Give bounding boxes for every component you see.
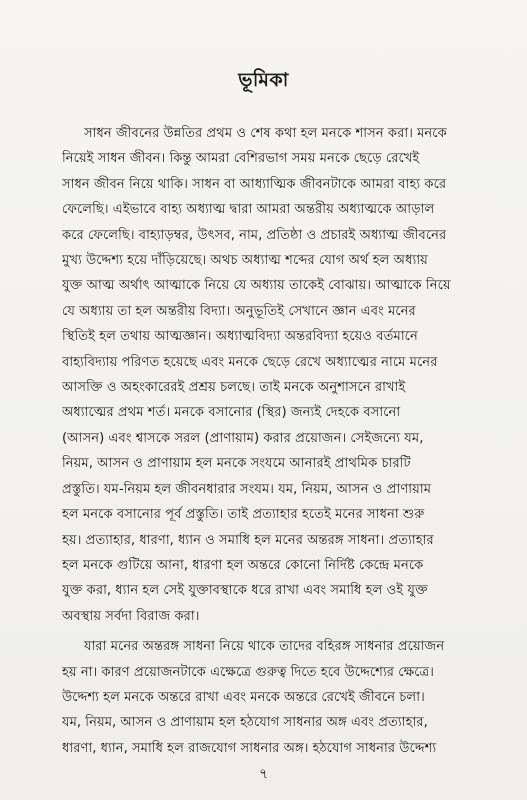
- page-title: ভূমিকা: [238, 69, 289, 91]
- text-line: মুখ্য উদ্দেশ্য হয়ে দাঁড়িয়েছে। অথচ অধ্যাত্ম শব্দের যোগ অর্থ হল অধ্যায়: [62, 253, 428, 269]
- paragraph-2: [62, 634, 472, 761]
- text-line: বাহ্যবিদ্যায় পরিণত হয়েছে এবং মনকে ছেড়ে রেখে অধ্যাত্মের নামে মনের: [62, 354, 438, 370]
- text-line: অবস্থায় সর্বদা বিরাজ করা।: [62, 608, 200, 624]
- paragraph-1: [62, 121, 472, 629]
- text-line: যে অধ্যায় তা হল অন্তরীয় বিদ্যা। অনুভূতিই সেখানে জ্ঞান এবং মনের: [62, 303, 416, 319]
- text-line: যারা মনের অন্তরঙ্গ সাধনা নিয়ে থাকে তাদের বহিরঙ্গ সাধনার প্রয়োজন: [84, 639, 445, 655]
- text-line: যম, নিয়ম, আসন ও প্রাণায়াম হল হঠযোগ সাধনার অঙ্গ এবং প্রত্যাহার,: [62, 715, 428, 731]
- text-line: (আসন) এবং শ্বাসকে সরল (প্রাণায়াম) করার প্রয়োজন। সেইজন্যে যম,: [62, 430, 424, 446]
- text-line: স্থিতিই হল তথায় আত্মজ্ঞান। অধ্যাত্মবিদ্যা অন্তরবিদ্যা হয়েও বর্তমানে: [62, 329, 418, 345]
- text-line: ধারণা, ধ্যান, সমাধি হল রাজযোগ সাধনার অঙ্গ। হঠযোগ সাধনার উদ্দেশ্য: [62, 740, 437, 756]
- page-number: ৭: [258, 766, 269, 782]
- text-line: অধ্যাত্মের প্রথম শর্ত। মনকে বসানোর (স্থির) জন্যই দেহকে বসানো: [62, 405, 401, 421]
- text-line: হয় না। কারণ প্রয়োজনটাকে এক্ষেত্রে গুরুত্ব দিতে হবে উদ্দেশ্যের ক্ষেত্রে।: [62, 664, 434, 680]
- text-line: যুক্ত করা, ধ্যান হল সেই যুক্তাবস্থাকে ধরে রাখা এবং সমাধি হল ওই যুক্ত: [62, 583, 428, 599]
- text-line: হল মনকে বসানোর পূর্ব প্রস্তুতি। তাই প্রত্যাহার হতেই মনের সাধনা শুরু: [62, 507, 425, 523]
- text-line: করে ফেলেছি। বাহ্যাড়ম্বর, উৎসব, নাম, প্রতিষ্ঠা ও প্রচারই অধ্যাত্ম জীবনের: [62, 227, 447, 243]
- text-line: নিয়েই সাধন জীবন। কিন্তু আমরা বেশিরভাগ সময় মনকে ছেড়ে রেখেই: [62, 151, 420, 167]
- body-text: [62, 121, 472, 761]
- text-line: হয়। প্রত্যাহার, ধারণা, ধ্যান ও সমাধি হল মনের অন্তরঙ্গ সাধনা। প্রত্যাহার: [62, 532, 434, 548]
- text-line: যুক্ত আত্ম অর্থাৎ আত্মাকে নিয়ে যে অধ্যায় তাকেই বোঝায়। আত্মাকে নিয়ে: [62, 278, 451, 294]
- text-line: সাধন জীবনের উন্নতির প্রথম ও শেষ কথা হল মনকে শাসন করা। মনকে: [84, 126, 447, 141]
- text-line: আসক্তি ও অহংকারেরই প্রশ্রয় চলছে। তাই মনকে অনুশাসনে রাখাই: [62, 380, 406, 396]
- text-line: ফেলেছি। এইভাবে বাহ্য অধ্যাত্ম দ্বারা আমরা অন্তরীয় অধ্যাত্মকে আড়াল: [62, 202, 435, 218]
- text-line: সাধন জীবন নিয়ে থাকি। সাধন বা আধ্যাত্মিক জীবনটাকে আমরা বাহ্য করে: [62, 176, 447, 192]
- text-line: হল মনকে গুটিয়ে আনা, ধারণা হল অন্তরে কোনো নির্দিষ্ট কেন্দ্রে মনকে: [62, 557, 424, 573]
- text-line: উদ্দেশ্য হল মনকে অন্তরে রাখা এবং মনকে অন্তরে রেখেই জীবনে চলা।: [62, 689, 425, 705]
- text-line: নিয়ম, আসন ও প্রাণায়াম হল মনকে সংযমে আনারই প্রাথমিক চারটি: [62, 456, 411, 472]
- text-line: প্রস্তুতি। যম-নিয়ম হল জীবনধারার সংযম। যম, নিয়ম, আসন ও প্রাণায়াম: [62, 481, 432, 497]
